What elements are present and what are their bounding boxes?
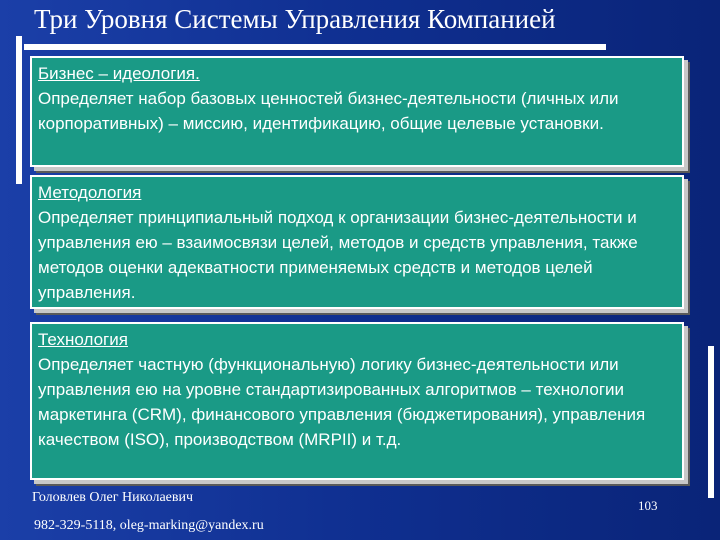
box-text: Определяет принципиальный подход к организации бизнес-деятельности и управления ею – взаимосвязи целей, методов и средств управления, также методов оценки адекватности применяемых средств и методов целей управления. bbox=[38, 208, 638, 302]
page-number: 103 bbox=[638, 498, 658, 513]
technology-box bbox=[30, 322, 684, 480]
footer-contact: 982-329-5118, oleg-marking@yandex.ru bbox=[34, 518, 264, 533]
right-accent-bar bbox=[708, 346, 714, 498]
footer-author: Головлев Олег Николаевич bbox=[32, 490, 194, 505]
box-heading: Методология bbox=[38, 183, 142, 202]
box-text: Определяет частную (функциональную) логику бизнес-деятельности или управления ею на уровне стандартизированных алгоритмов – технологии маркетинга (CRM), финансового управления (бюджетирования), управления качеством (ISO), производством (MRPII) и т.д. bbox=[38, 355, 646, 449]
business-ideology-box bbox=[30, 56, 684, 167]
box-heading: Технология bbox=[38, 330, 128, 349]
slide-title: Три Уровня Системы Управления Компанией bbox=[34, 4, 556, 34]
methodology-box bbox=[30, 175, 684, 309]
box-text: Определяет набор базовых ценностей бизнес-деятельности (личных или корпоративных) – миссию, идентификацию, общие целевые установки. bbox=[38, 89, 619, 133]
title-underline bbox=[24, 44, 606, 50]
box-heading: Бизнес – идеология. bbox=[38, 64, 200, 83]
left-accent-bar bbox=[16, 36, 22, 184]
